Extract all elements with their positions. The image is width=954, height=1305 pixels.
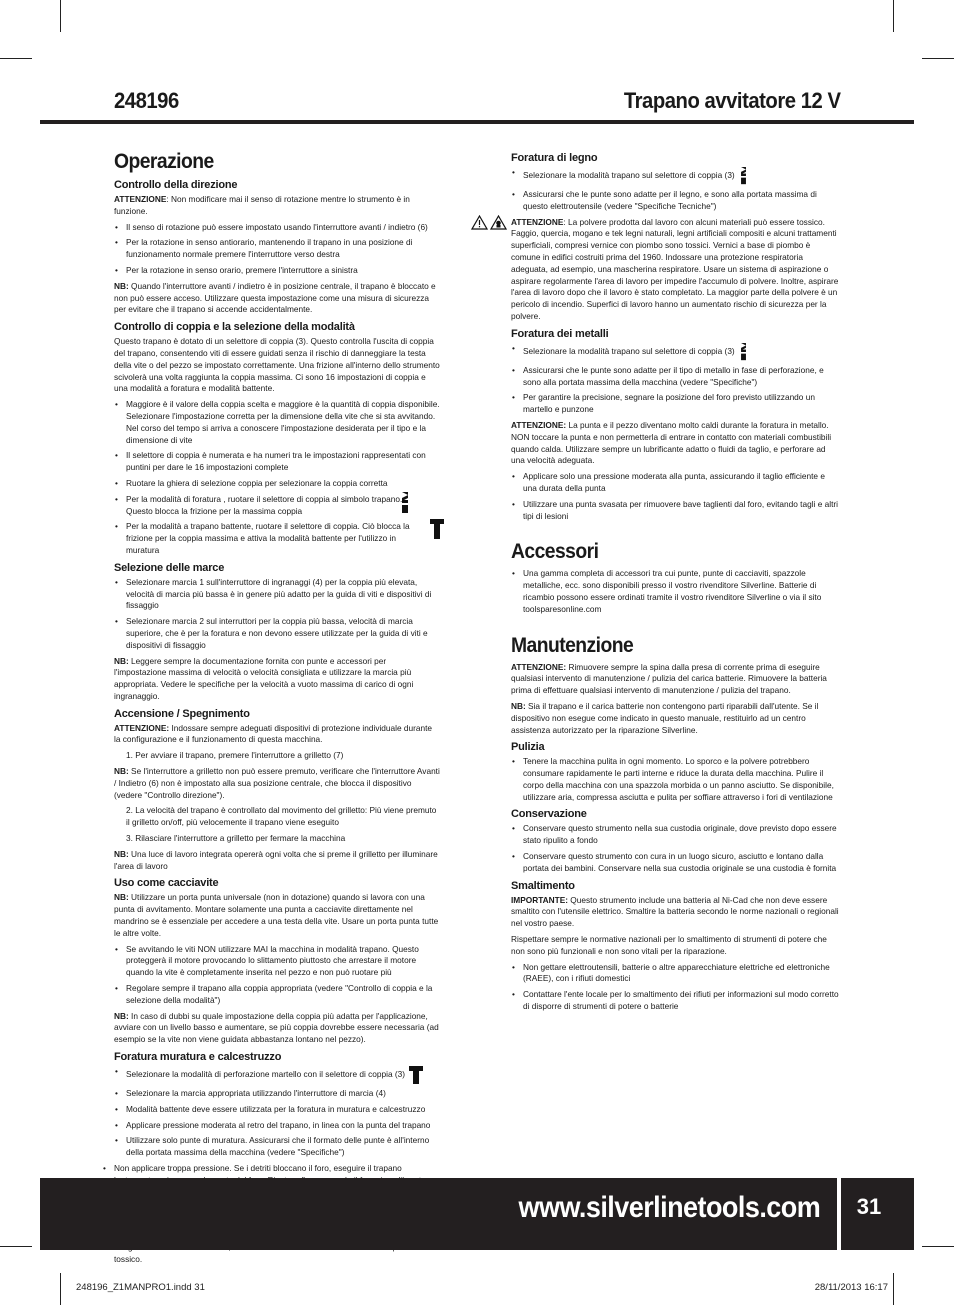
page-header [114, 88, 840, 118]
crop-mark [893, 0, 894, 32]
list-item: • Selezionare la modalità di perforazione martello con il selettore di coppia (3) [114, 1066, 440, 1084]
crop-mark [60, 0, 61, 32]
list-item: • Per la rotazione in senso orario, premere l'interruttore a sinistra [114, 265, 440, 277]
bullet-list [114, 944, 440, 1007]
header-rule [40, 120, 914, 124]
list-item: • Il senso di rotazione può essere impostato usando l'interruttore avanti / indietro (6) [114, 222, 440, 234]
numbered-step: 3. Rilasciare l'interruttore a grilletto per fermare la macchina [126, 833, 346, 844]
section-heading-accessori: Accessori [511, 540, 599, 564]
warning-paragraph: ATTENZIONE: La punta e il pezzo diventano molto caldi durante la foratura in metallo. NON toccare la punta e non permetterla di entrare in contatto con materiali combustibili quando calda. Utilizzare sempre un lubrificante adatto o fluidi da taglio, e perforare ad una velocità adeguata. [511, 419, 832, 466]
list-item: • Per la rotazione in senso antiorario, mantenendo il trapano in una posizione di funzionamento normale premere l'interruttore verso destra [114, 237, 440, 261]
list-item: • Non applicare troppa pressione. Se i detriti bloccano il foro, eseguire il trapano [102, 1163, 440, 1187]
bullet-list [114, 399, 440, 557]
bullet-list [114, 577, 440, 652]
crop-mark [922, 58, 954, 59]
list-item: • Applicare solo una pressione moderata alla punta, assicurando il taglio efficiente e una durata della punta [511, 471, 840, 495]
note-paragraph: NB: Quando l'interruttore avanti / indietro è in posizione centrale, il trapano è bloccato e non può essere acceso. Utilizzare questa impostazione come una misura di sicurezza per evitare che il trapano si accende accidentalmente. [114, 280, 436, 315]
list-item: • Il selettore di coppia è numerata e ha numeri tra le impostazioni rappresentati con puntini per dare le 16 impostazioni complete [114, 450, 440, 474]
list-item: • Regolare sempre il trapano alla coppia appropriata (vedere "Controllo di coppia e la selezione della modalità") [114, 983, 440, 1007]
list-item: • Selezionare la modalità trapano sul selettore di coppia (3) [511, 167, 840, 185]
numbered-step: 1. Per avviare il trapano, premere l'interruttore a grilletto (7) [126, 750, 344, 761]
list-item: • Selezionare marcia 1 sull'interruttore di ingranaggi (4) per la coppia più elevata, velocità di marcia più bassa è in genere più adatto per la guida di viti e dispositivi di fissaggio [114, 577, 440, 612]
list-item: • Contattare l'ente locale per lo smaltimento dei rifiuti per informazioni sul modo corretto di disporre di strumenti di potere o batterie [511, 989, 840, 1013]
drill-bit-icon [739, 167, 748, 185]
product-code: 248196 [114, 88, 179, 113]
subheading-gears: Selezione delle marce [114, 561, 225, 574]
list-item: • Assicurarsi che le punte sono adatte per il tipo di metallo in fase di perforazione, e sono alla portata massima della macchina (vedere "Specifiche") [511, 365, 840, 389]
section-heading-operazione: Operazione [114, 150, 214, 173]
list-item: • Per garantire la precisione, segnare la posizione del foro previsto utilizzando un martello e punzone [511, 392, 840, 416]
hammer-icon [430, 519, 444, 539]
bullet-list [511, 823, 840, 874]
warning-block [511, 217, 840, 323]
slug-filename: 248196_Z1MANPRO1.indd 31 [76, 1282, 205, 1293]
numbered-step: 2. La velocità del trapano è controllato dal movimento del grilletto: Più viene premuto il grilletto on/off, più velocemente il trapano viene eseguito [126, 805, 437, 828]
subheading-direction: Controllo della direzione [114, 179, 238, 191]
right-column [511, 152, 840, 1017]
important-paragraph: IMPORTANTE: Questo strumento include una batteria al Ni-Cad che non deve essere smaltito con l'utensile elettrico. Smaltire la batteria secondo le norme nazionali o regionali nel vostro paese. [511, 894, 839, 929]
subheading-torque: Controllo di coppia e la selezione della modalità [114, 321, 355, 334]
product-title: Trapano avvitatore 12 V [623, 88, 840, 113]
page-number: 31 [856, 1194, 882, 1219]
list-item: • Selezionare marcia 2 sul interruttori per la coppia più bassa, velocità di marcia superiore, che è per la foratura e non devono essere utilizzate per la guida di viti e dispositivi di fissaggio [114, 616, 440, 651]
list-item: • Una gamma completa di accessori tra cui punte, punte di cacciaviti, spazzole metalliche, ecc. sono disponibili presso il vostro rivenditore Silverline. Batterie di ricambio possono essere ordinati tramite il vostro rivenditore Silverline o via il sito toolsparesonline.com [511, 568, 840, 615]
bullet-list [511, 568, 840, 615]
list-item: • Selezionare la modalità trapano sul selettore di coppia (3) [511, 343, 840, 361]
list-item: • Conservare questo strumento nella sua custodia originale, dove previsto dopo essere stato ripulito a fondo [511, 823, 840, 847]
paragraph: Questo trapano è dotato di un selettore di coppia (3). Questo controlla l'uscita di coppia del trapano, consentendo viti di essere guidati senza il rischio di danneggiare la testa della vite o del pezzo se impostato correttamente. Una frizione all'interno dello strumento scivolerà una volta raggiunta la coppia massima. Ci sono 16 impostazioni di coppia e una modalità a foratura e modalità battente. [114, 336, 440, 394]
note-paragraph: NB: In caso di dubbi su quale impostazione della coppia più adatta per l'applicazione, avviare con un livello basso e aumentare, se più coppia dovrebbe essere necessaria (ad esempio se la vite non viene guidata abbastanza lontano nel pezzo). [114, 1010, 439, 1045]
subheading-screwdriver: Uso come cacciavite [114, 877, 219, 890]
list-item: • Per la modalità a trapano battente, ruotare il selettore di coppia. Ciò blocca la frizione per la coppia massima e attiva la modalità battente per l'utilizzo in muratura [114, 521, 440, 556]
crop-mark [0, 1246, 32, 1247]
hammer-icon [409, 1066, 423, 1084]
warning-paragraph: tossico. [114, 1253, 143, 1264]
warning-paragraph: ATTENZIONE: La polvere prodotta dal lavoro con alcuni materiali può essere tossico. Faggio, quercia, mogano e tek legni naturali, legni artificiali compositi e alcuni trattamenti superficiali, compresi vernice con piombo sono tossici. Vernici a base di piombo è comune in edifici costruiti prima del 1960. Indossare una protezione respiratoria adeguata, ad esempio, una mascherina respiratore. Usare un sistema di aspirazione o aspirare regolarmente l'area di lavoro per impedire l'accumulo di polvere. Inoltre, aspirare l'area di lavoro dopo che il lavoro è stato completato. La maggior parte della polvere è un pericolo di incendio. Superfici di lavoro hanno un aumentato rischio di sicurezza per la polvere. [511, 216, 839, 321]
bullet-list [114, 222, 440, 277]
note-paragraph: NB: Sia il trapano e il carica batterie non contengono parti riparabili dall'utente. Se il dispositivo non esegue come indicato in questo manuale, restituirlo ad un centro assistenza autorizzato per la riparazione Silverline. [511, 700, 819, 735]
list-item: • Se avvitando le viti NON utilizzare MAI la macchina in modalità trapano. Questo proteggerà il motore provocando lo slittamento piuttosto che arrestare il motore quando la vite è completamente inserita nel pezzo e non può ruotare più [114, 944, 440, 979]
list-item: • Ruotare la ghiera di selezione coppia per selezionare la coppia corretta [114, 478, 440, 490]
subheading-on-off: Accensione / Spegnimento [114, 707, 250, 720]
crop-mark [893, 1273, 894, 1305]
drill-bit-icon [400, 492, 410, 514]
crop-mark [60, 1273, 61, 1305]
warning-paragraph: ATTENZIONE: Rimuovere sempre la spina dalla presa di corrente prima di eseguire qualsiasi intervento di manutenzione / pulizia del carica batterie. Rimuovere la batteria prima di effettuare qualsiasi intervento di manutenzione / pulizia del trapano. [511, 661, 827, 696]
list-item: • Applicare pressione moderata al retro del trapano, in linea con la punta del trapano [114, 1120, 440, 1132]
warning-triangle-icon [471, 215, 488, 230]
subheading-cleaning: Pulizia [511, 741, 545, 754]
list-item: • Selezionare la marcia appropriata utilizzando l'interruttore di marcia (4) [114, 1088, 440, 1100]
subheading-wood: Foratura di legno [511, 152, 598, 164]
respirator-warning-icon [490, 215, 507, 230]
bullet-list [511, 756, 840, 803]
list-item: • Conservare questo strumento con cura in un luogo sicuro, asciutto e lontano dalla portata dei bambini. Conservare nella sua custodia originale se una custodia è fornita [511, 851, 840, 875]
warning-icons [471, 215, 507, 230]
list-item: • Per la modalità di foratura , ruotare il selettore di coppia al simbolo trapano. Questo blocca la frizione per la massima coppia [114, 494, 440, 518]
list-item: • Non gettare elettroutensili, batterie o altre apparecchiature elettriche ed elettroniche (RAEE), con i rifiuti domestici [511, 962, 840, 986]
warning-paragraph: ATTENZIONE: Non modificare mai il senso di rotazione mentre lo strumento è in funzione. [114, 194, 410, 216]
list-item: • Tenere la macchina pulita in ogni momento. Lo sporco e la polvere potrebbero consumare rapidamente le parti interne e riduce la durata della macchina. Pulire il corpo della macchina con una spazzola morbida o un panno asciutto. Se disponibile, utilizzare aria, compressa asciutta e pulita per soffiare attraverso i fori di ventilazione [511, 756, 840, 803]
bullet-list [114, 1066, 440, 1187]
list-item: • Assicurarsi che le punte sono adatte per il legno, e sono alla portata massima di questo elettroutensile (vedere "Specifiche Tecniche") [511, 189, 840, 213]
note-paragraph: NB: Se l'interruttore a grilletto non può essere premuto, verificare che l'interruttore Avanti / Indietro (6) non è impostato alla sua posizione centrale, che blocca il dispositivo (vedere "Controllo direzione"). [114, 766, 440, 800]
crop-mark [0, 58, 32, 59]
subheading-metal: Foratura dei metalli [511, 327, 609, 340]
subheading-masonry: Foratura muratura e calcestruzzo [114, 1051, 282, 1064]
note-paragraph: NB: Leggere sempre la documentazione fornita con punte e accessori per l'impostazione massima di velocità o velocità consigliata e utilizzare la marcia più appropriata. Vedere le specifiche per la velocità a vuoto massima di carico di ogni ingranaggio. [114, 655, 414, 701]
subheading-disposal: Smaltimento [511, 879, 575, 892]
note-paragraph: NB: Una luce di lavoro integrata opererà ogni volta che si preme il grilletto per illuminare l'area di lavoro [114, 848, 438, 871]
bullet-list [511, 962, 840, 1013]
section-heading-manutenzione: Manutenzione [511, 633, 634, 657]
note-paragraph: NB: Utilizzare un porta punta universale (non in dotazione) quando si lavora con una punta di avvitamento. Montare solamente una punta a cacciavite direttamente nel mandrino se è essenziale per accedere a una testa della vite. Usare un porta punta tutte le altre volte. [114, 892, 439, 938]
bullet-list [511, 471, 840, 522]
list-item: • Maggiore è il valore della coppia scelta e maggiore è la quantità di coppia disponibile. Selezionare l'impostazione corretta per la dimensione della vite che si sta avvitando. Nel corso del tempo si arriva a conoscere l'impostazione desiderata per il tipo e la dimensione di vite [114, 399, 440, 446]
warning-paragraph: ATTENZIONE: Indossare sempre adeguati dispositivi di protezione individuale durante la configurazione e il funzionamento di questa macchina. [114, 722, 433, 745]
slug-timestamp: 28/11/2013 16:17 [814, 1282, 888, 1293]
left-column [114, 150, 440, 1269]
paragraph: Rispettare sempre le normative nazionali per lo smaltimento di strumenti di potere che non sono più funzionali e non sono vitali per la riparazione. [511, 934, 827, 956]
bullet-list [511, 343, 840, 416]
list-item: • Modalità battente deve essere utilizzata per la foratura in muratura e calcestruzzo [114, 1104, 440, 1116]
drill-bit-icon [739, 343, 748, 361]
bullet-list [511, 167, 840, 213]
crop-mark [922, 1246, 954, 1247]
subheading-storage: Conservazione [511, 808, 587, 821]
list-item: • Utilizzare solo punte di muratura. Assicurarsi che il formato delle punte è all'interno della portata massima della macchina (vedere "Specifiche") [114, 1135, 440, 1159]
footer-divider [837, 1178, 841, 1250]
list-item: • Utilizzare una punta svasata per rimuovere bave taglienti dal foro, evitando tagli e altri tipi di lesioni [511, 499, 840, 523]
footer-url-link[interactable]: www.silverlinetools.com [518, 1191, 820, 1224]
